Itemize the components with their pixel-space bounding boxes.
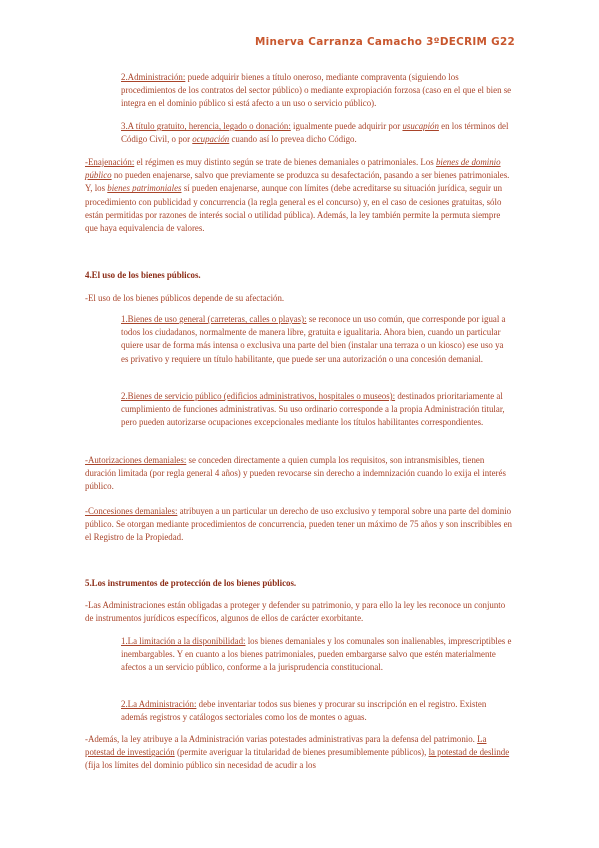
- term-administracion: 2.Administración:: [121, 72, 186, 82]
- text-uso-general: se reconoce un uso común, que corresponde por igual a todos los ciudadanos, normalmente de manera libre, gratuita e igualitaria. Ahora bien, cuando un particular quiere usar de forma más intensa o exclusiva una parte del bien (instalar una terraza o un kiosco) ese uso ya es privativo y requiere un título habilitante, que puede ser una autorización o una concesión demanial.: [121, 314, 506, 364]
- text-titulo-gratuito-1: igualmente puede adquirir por: [290, 121, 403, 131]
- text-enajenacion-2: no pueden enajenarse, salvo que previamente se produzca su desafectación, pasando a ser bienes patrimoniales. Y, los: [85, 170, 510, 194]
- term-usucapion: usucapión: [402, 121, 439, 131]
- paragraph-potestades: [85, 733, 513, 773]
- text-potestades-1: -Además, la ley atribuye a la Administración varias potestades administrativas para la defensa del patrimonio.: [85, 734, 478, 744]
- text-potestades-2: (permite averiguar la titularidad de bienes presumiblemente públicos),: [174, 747, 429, 758]
- paragraph-limitacion: [121, 635, 513, 675]
- paragraph-enajenacion: [85, 156, 513, 235]
- text-administracion: puede adquirir bienes a título oneroso, mediante compraventa (siguiendo los procedimientos de los contratos del sector público) o mediante expropiación forzosa (caso en el que el bien se integra en el dominio público si está afecto a un uso o servicio público).: [121, 72, 512, 109]
- term-bienes-patrimoniales: bienes patrimoniales: [107, 183, 182, 194]
- section-heading-uso: 4.El uso de los bienes públicos.: [85, 270, 201, 280]
- text-enajenacion-3: sí pueden enajenarse, aunque con límites (debe acreditarse su situación jurídica, seguir un procedimiento con publicidad y concurrencia (la regla general es el concurso) y, en el caso de cesiones gratuitas, sólo están permitidas por razones de interés social o utilidad pública). Además, la ley también permite la permuta siempre que haya equivalencia de valores.: [85, 183, 503, 234]
- text-titulo-gratuito-2: en los términos del Código Civil, o por: [121, 121, 509, 145]
- text-inventario: debe inventariar todos sus bienes y procurar su inscripción en el registro. Existen además registros y catálogos sectoriales como los de montes o aguas.: [121, 699, 487, 723]
- paragraph-uso-general: [121, 313, 513, 366]
- term-administracion-inventario: 2.La Administración:: [121, 699, 197, 709]
- term-autorizaciones: -Autorizaciones demaniales:: [85, 455, 187, 465]
- paragraph-proteccion-intro: -Las Administraciones están obligadas a proteger y defender su patrimonio, y para ello la ley les reconoce un conjunto de instrumentos jurídicos específicos, algunos de ellos de carácter exorbitante.: [85, 600, 506, 624]
- paragraph-concesiones: [85, 505, 513, 545]
- text-limitacion: los bienes demaniales y los comunales son inalienables, imprescriptibles e inembargables. Y en cuanto a los bienes patrimoniales, pueden embargarse salvo que estén materialmente afectos a un servicio público, conforme a la jurisprudencia constitucional.: [121, 636, 512, 673]
- paragraph-uso-intro: -El uso de los bienes públicos depende de su afectación.: [85, 293, 285, 303]
- author-header: Minerva Carranza Camacho 3ºDECRIM G22: [255, 36, 515, 48]
- text-potestades-3: (fija los límites del dominio público sin necesidad de acudir a los: [85, 760, 316, 771]
- term-bienes-dominio-publico: bienes de dominio público: [85, 157, 501, 181]
- text-titulo-gratuito-3: cuando así lo prevea dicho Código.: [229, 134, 357, 145]
- term-potestad-deslinde: la potestad de deslinde: [428, 747, 510, 758]
- text-concesiones: atribuyen a un particular un derecho de uso exclusivo y temporal sobre una parte del dominio público. Se otorgan mediante procedimientos de concurrencia, pueden tener un máximo de 75 años y son inscribibles en el Registro de la Propiedad.: [85, 506, 512, 543]
- term-potestad-investigacion: La potestad de investigación: [85, 734, 487, 758]
- text-enajenacion-1: el régimen es muy distinto según se trate de bienes demaniales o patrimoniales. Los: [134, 157, 436, 167]
- paragraph-inventario: [121, 698, 513, 724]
- paragraph-autorizaciones: [85, 454, 513, 494]
- paragraph-titulo-gratuito: [121, 120, 513, 146]
- term-enajenacion: -Enajenación:: [85, 157, 135, 167]
- term-uso-general: 1.Bienes de uso general (carreteras, calles o playas):: [121, 314, 307, 324]
- term-limitacion: 1.La limitación a la disponibilidad:: [121, 636, 246, 646]
- paragraph-administracion: [121, 71, 513, 111]
- term-ocupacion: ocupación: [192, 134, 230, 145]
- term-titulo-gratuito: 3.A título gratuito, herencia, legado o donación:: [121, 121, 291, 131]
- paragraph-servicio-publico: [121, 390, 513, 430]
- text-autorizaciones: se conceden directamente a quien cumpla los requisitos, son intransmisibles, tienen duración limitada (por regla general 4 años) y pueden revocarse sin derecho a indemnización cuando lo exija el interés público.: [85, 455, 506, 492]
- term-concesiones: -Concesiones demaniales:: [85, 506, 178, 516]
- text-servicio-publico: destinados prioritariamente al cumplimiento de funciones administrativas. Su uso ordinario corresponde a la propia Administración titular, pero pueden autorizarse ocupaciones excepcionales mediante los títulos habilitantes correspondientes.: [121, 391, 505, 428]
- term-servicio-publico: 2.Bienes de servicio público (edificios administrativos, hospitales o museos):: [121, 391, 396, 401]
- section-heading-proteccion: 5.Los instrumentos de protección de los bienes públicos.: [85, 578, 297, 588]
